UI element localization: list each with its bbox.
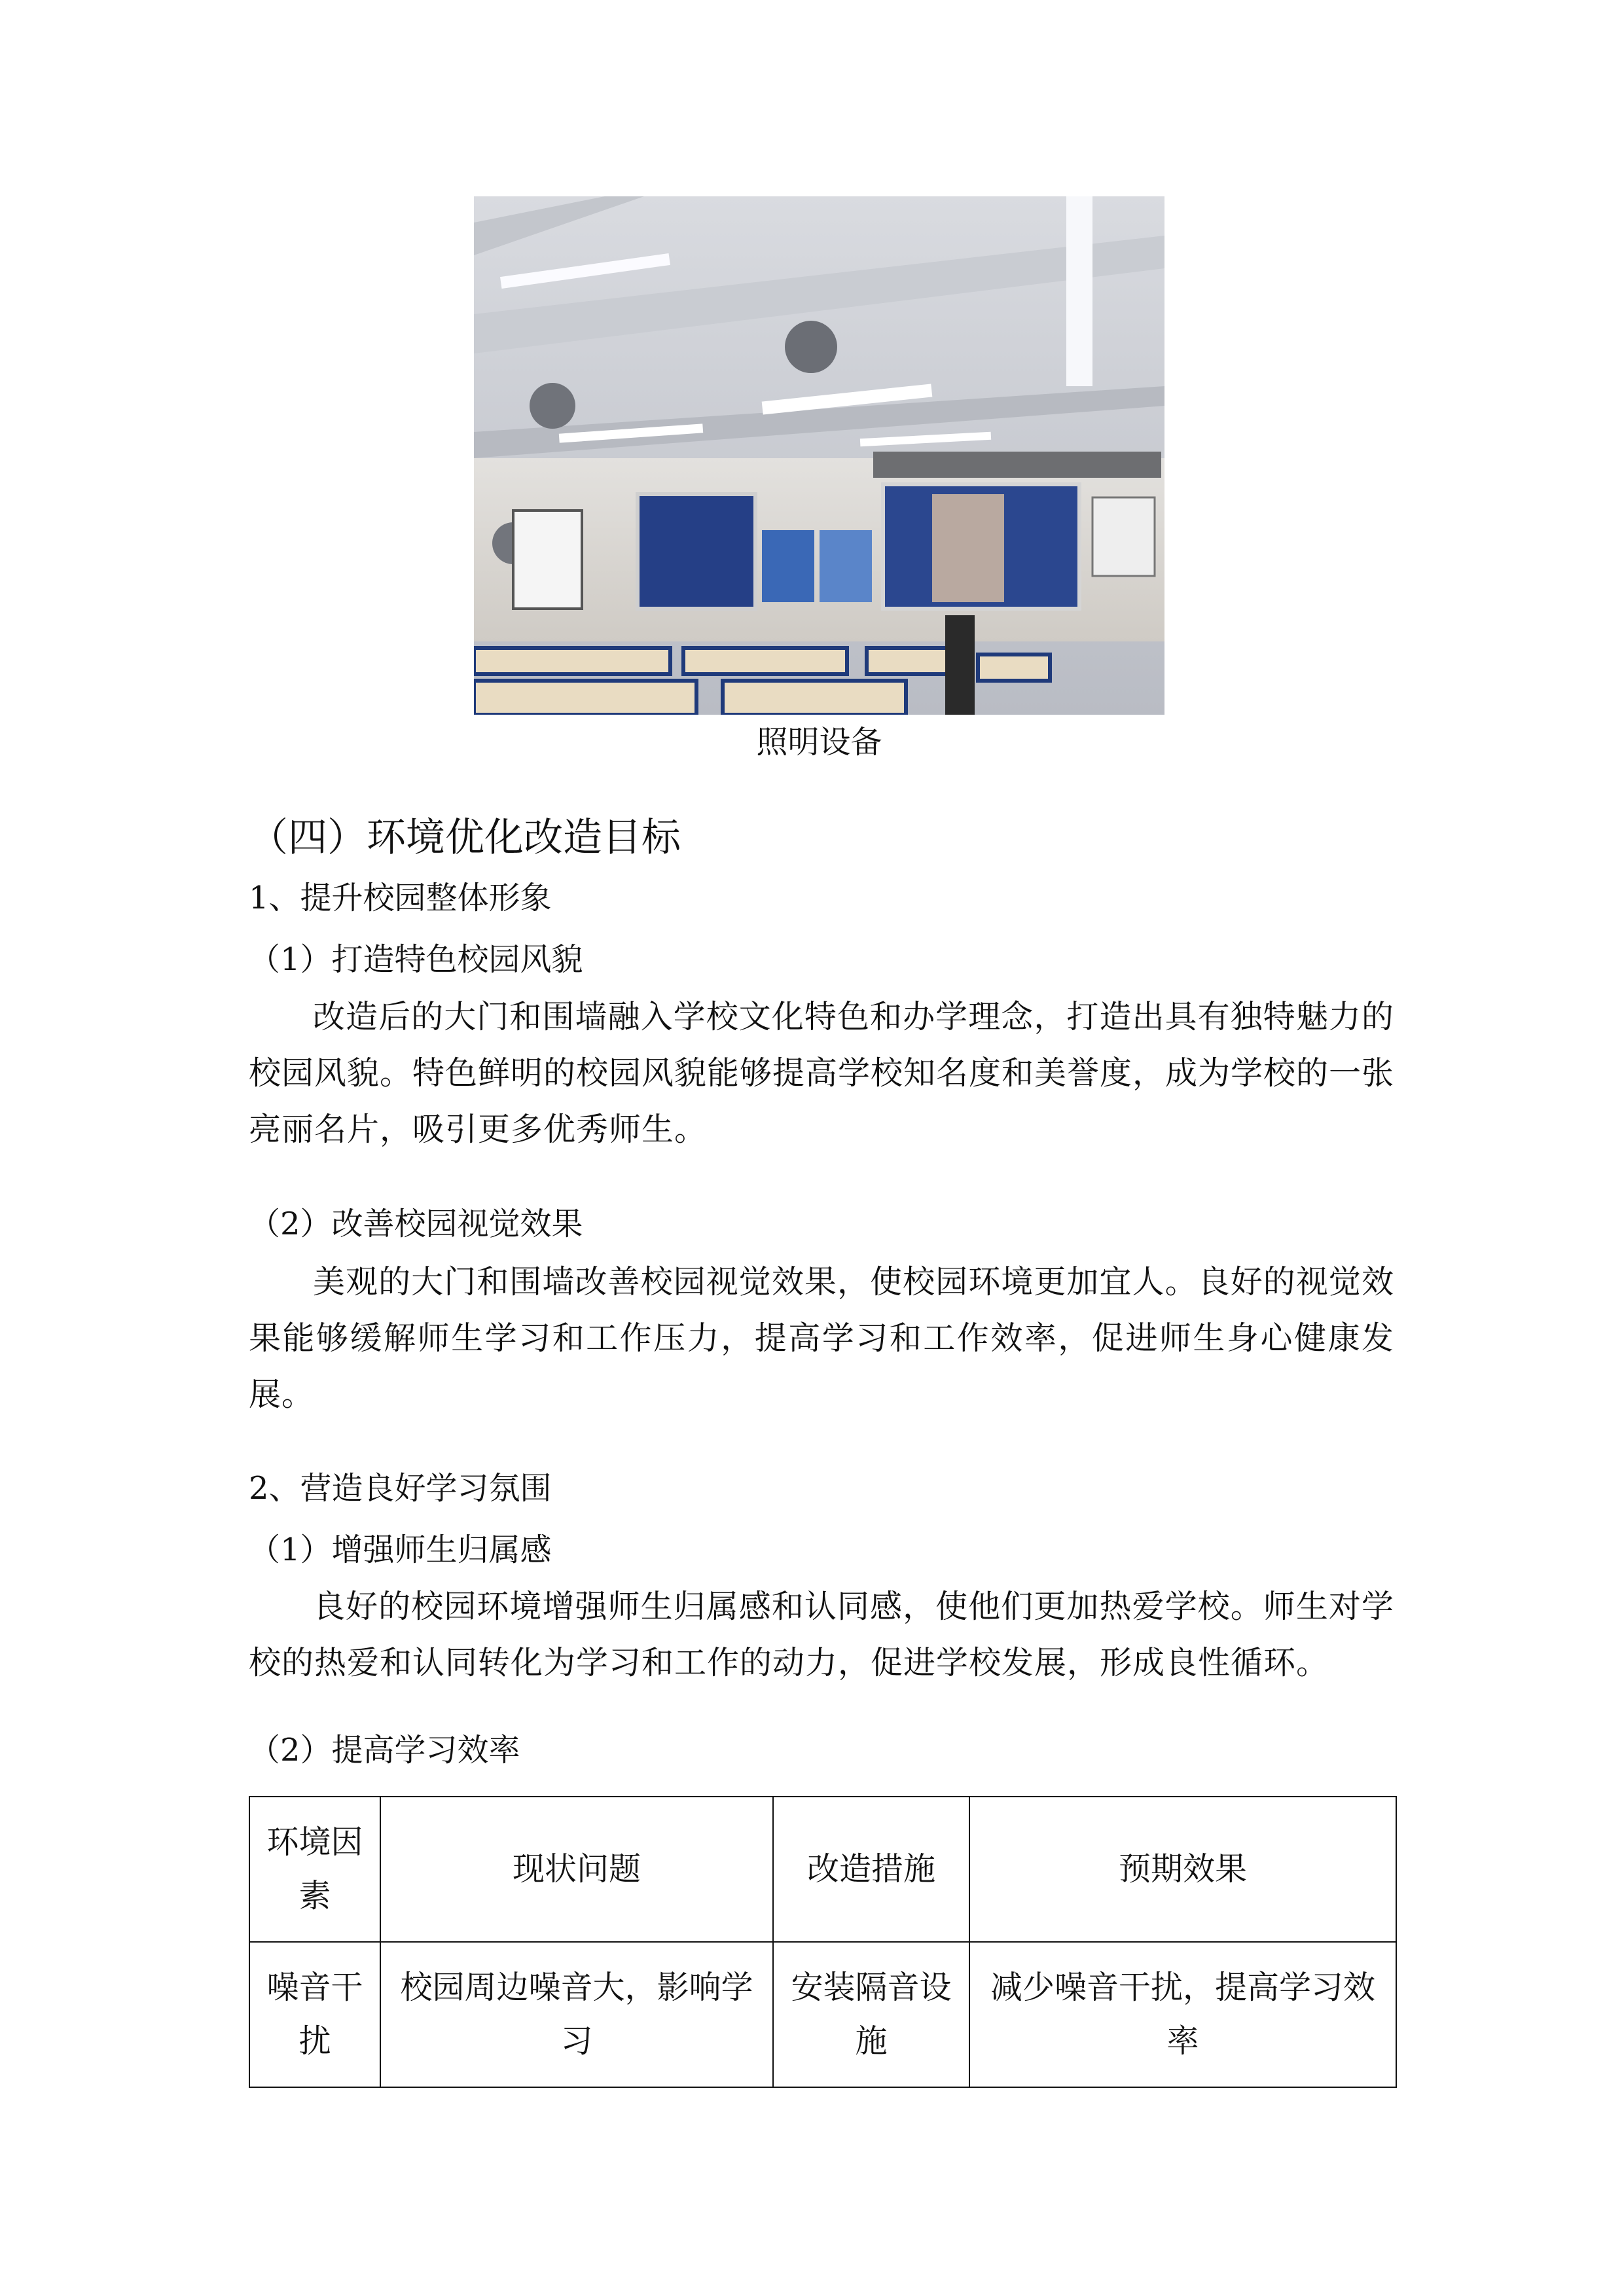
classroom-lighting-photo	[474, 196, 1164, 715]
effect-table	[249, 1796, 1397, 2088]
item2-sub2-heading: （2）提高学习效率	[249, 1732, 520, 1768]
table-cell: 安装隔音设施	[773, 1942, 969, 2087]
figure-caption: 照明设备	[756, 724, 882, 761]
item1-heading: 1、提升校园整体形象	[249, 880, 552, 916]
table-row	[249, 1942, 1396, 2087]
item1-sub1-heading: （1）打造特色校园风貌	[249, 941, 583, 978]
item1-sub2-heading: （2）改善校园视觉效果	[249, 1206, 583, 1242]
item1-sub1-paragraph: 改造后的大门和围墙融入学校文化特色和办学理念，打造出具有独特魅力的校园风貌。特色鲜明的校园风貌能够提高学校知名度和美誉度，成为学校的一张亮丽名片，吸引更多优秀师生。	[249, 998, 1395, 1148]
table-header-cell: 现状问题	[380, 1797, 773, 1942]
item2-heading: 2、营造良好学习氛围	[249, 1470, 552, 1507]
table-header-cell: 改造措施	[773, 1797, 969, 1942]
table-header-cell: 环境因素	[249, 1797, 380, 1942]
classroom-lighting-photo-icon	[474, 196, 1164, 715]
table-cell: 噪音干扰	[249, 1942, 380, 2087]
table-header-cell: 预期效果	[969, 1797, 1396, 1942]
item2-sub1-heading: （1）增强师生归属感	[249, 1532, 552, 1568]
table-cell: 减少噪音干扰，提高学习效率	[969, 1942, 1396, 2087]
table-header-row	[249, 1797, 1396, 1942]
table-cell: 校园周边噪音大，影响学习	[380, 1942, 773, 2087]
section-title: （四）环境优化改造目标	[249, 815, 681, 861]
item1-sub2-paragraph: 美观的大门和围墙改善校园视觉效果，使校园环境更加宜人。良好的视觉效果能够缓解师生学习和工作压力，提高学习和工作效率，促进师生身心健康发展。	[249, 1263, 1394, 1413]
item2-sub1-paragraph: 良好的校园环境增强师生归属感和认同感，使他们更加热爱学校。师生对学校的热爱和认同转化为学习和工作的动力，促进学校发展，形成良性循环。	[249, 1588, 1394, 1681]
